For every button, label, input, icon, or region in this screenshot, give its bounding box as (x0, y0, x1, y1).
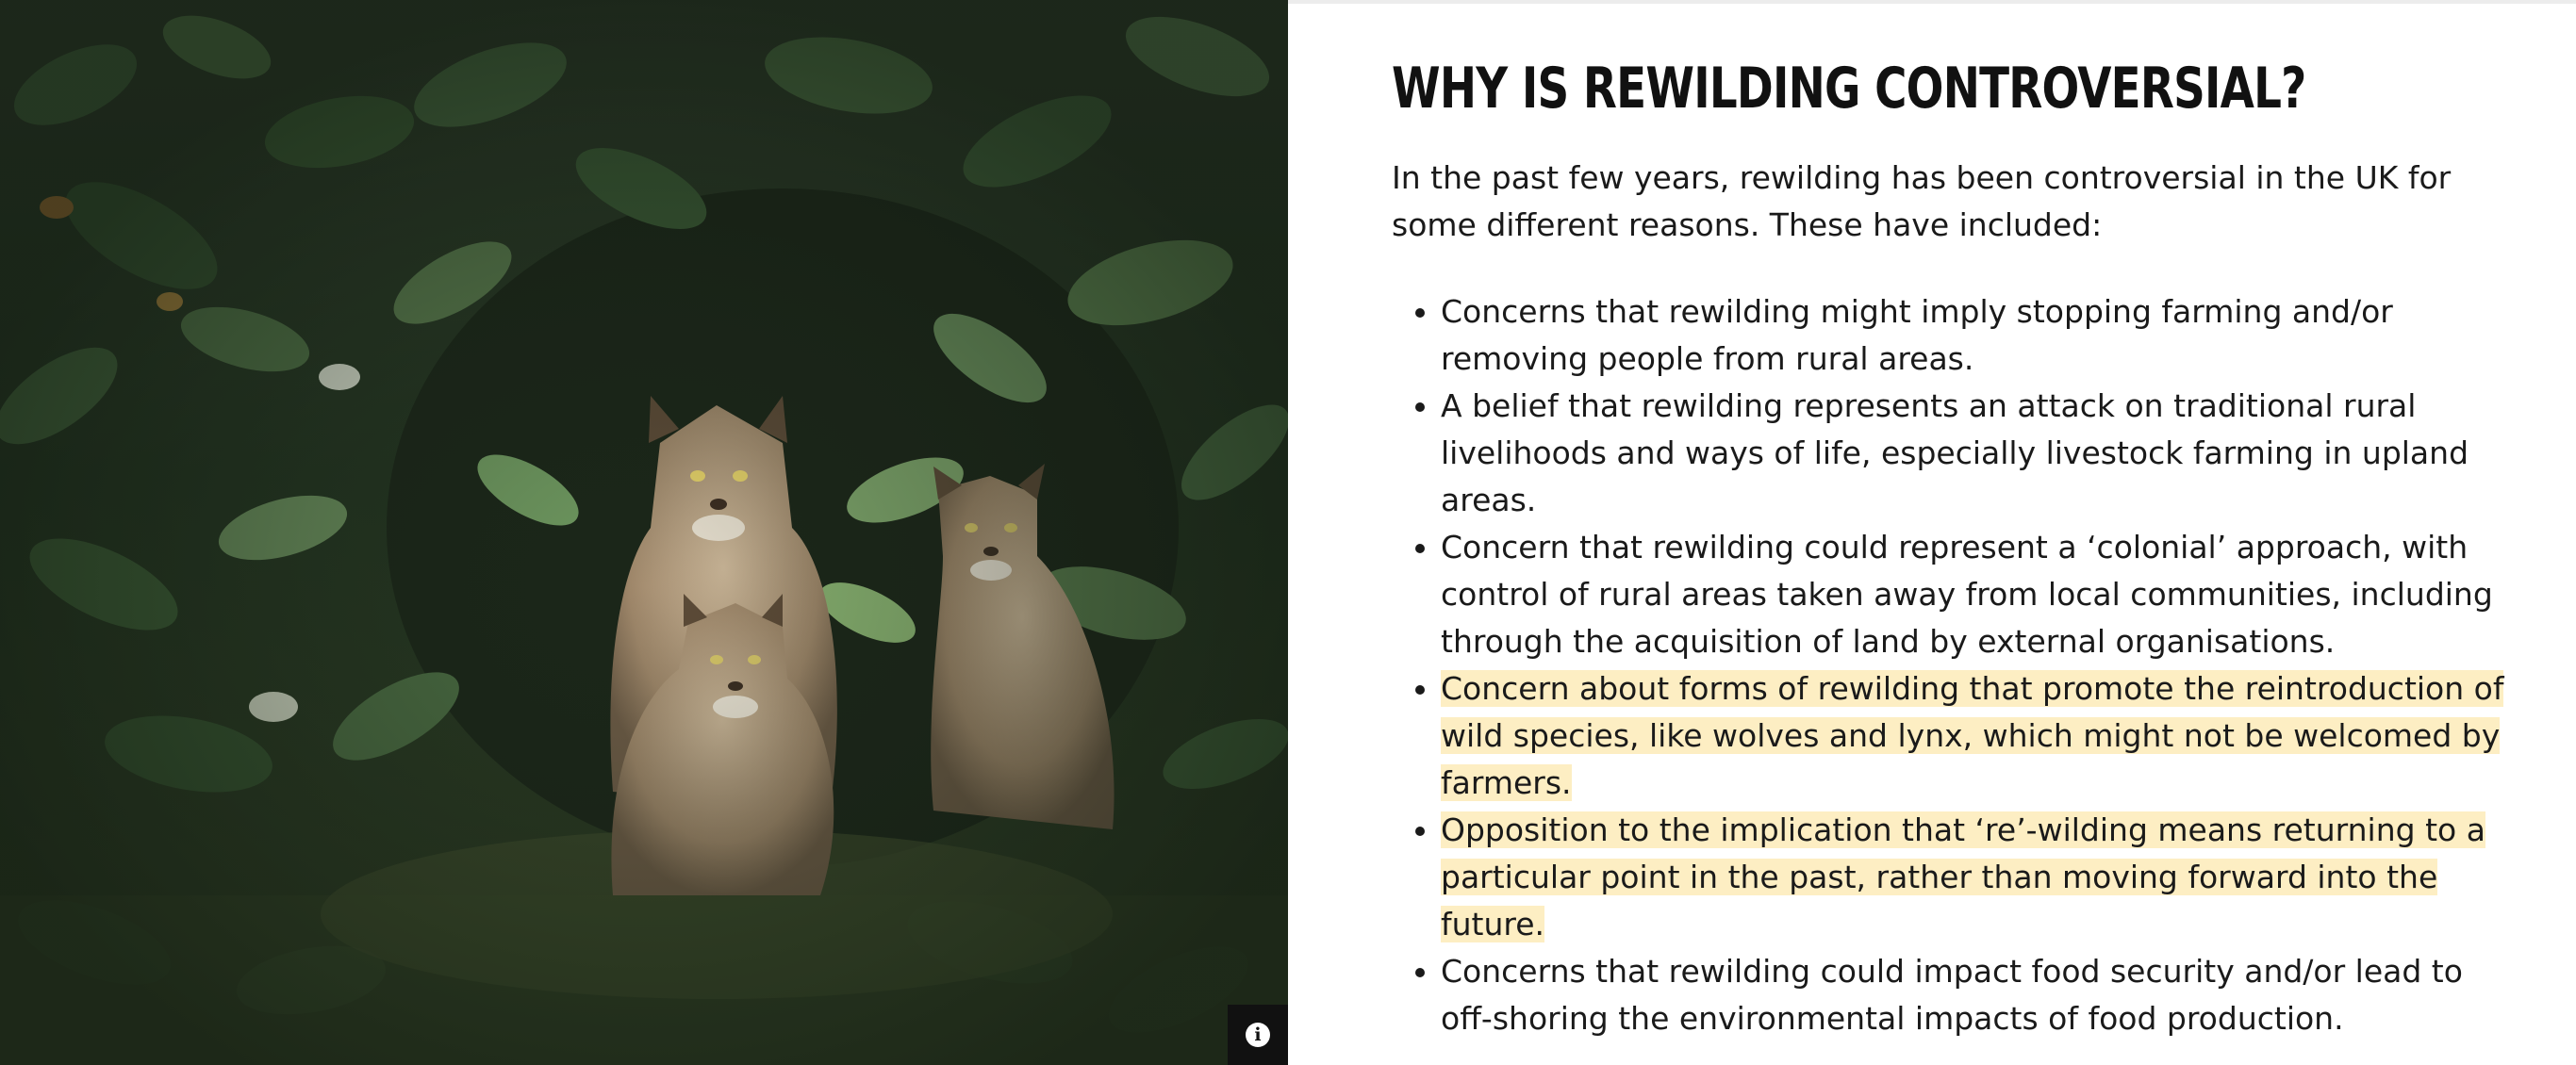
list-item-text: Concerns that rewilding could impact food security and/or lead to off-shoring the environmental impacts of food production. (1441, 953, 2463, 1037)
info-icon: i (1246, 1023, 1270, 1047)
article-intro: In the past few years, rewilding has been controversial in the UK for some different reasons. These have included: (1392, 159, 2452, 243)
highlighted-text: Concern about forms of rewilding that promote the reintroduction of wild species, like wolves and lynx, which might not be welcomed by farmers. (1441, 670, 2504, 801)
list-item-text: Concern that rewilding could represent a ‘colonial’ approach, with control of rural areas taken away from local communities, including through the acquisition of land by external organisations. (1441, 529, 2493, 660)
article-heading: WHY IS REWILDING CONTROVERSIAL? (1392, 56, 2306, 122)
photo-info-button[interactable] (1228, 1005, 1288, 1065)
list-item (1441, 948, 2519, 1042)
controversy-list (1392, 288, 2519, 1042)
list-item-text: A belief that rewilding represents an attack on traditional rural livelihoods and ways of life, especially livestock farming in upland areas. (1441, 387, 2469, 518)
list-item-highlighted (1441, 807, 2519, 948)
list-item (1441, 288, 2519, 383)
list-item-text: Concerns that rewilding might imply stopping farming and/or removing people from rural areas. (1441, 293, 2393, 377)
list-item (1441, 383, 2519, 524)
article-panel (1288, 0, 2576, 1065)
list-item-highlighted (1441, 665, 2519, 807)
list-item (1441, 524, 2519, 665)
highlighted-text: Opposition to the implication that ‘re’-wilding means returning to a particular point in the past, rather than moving forward into the future. (1441, 811, 2485, 942)
